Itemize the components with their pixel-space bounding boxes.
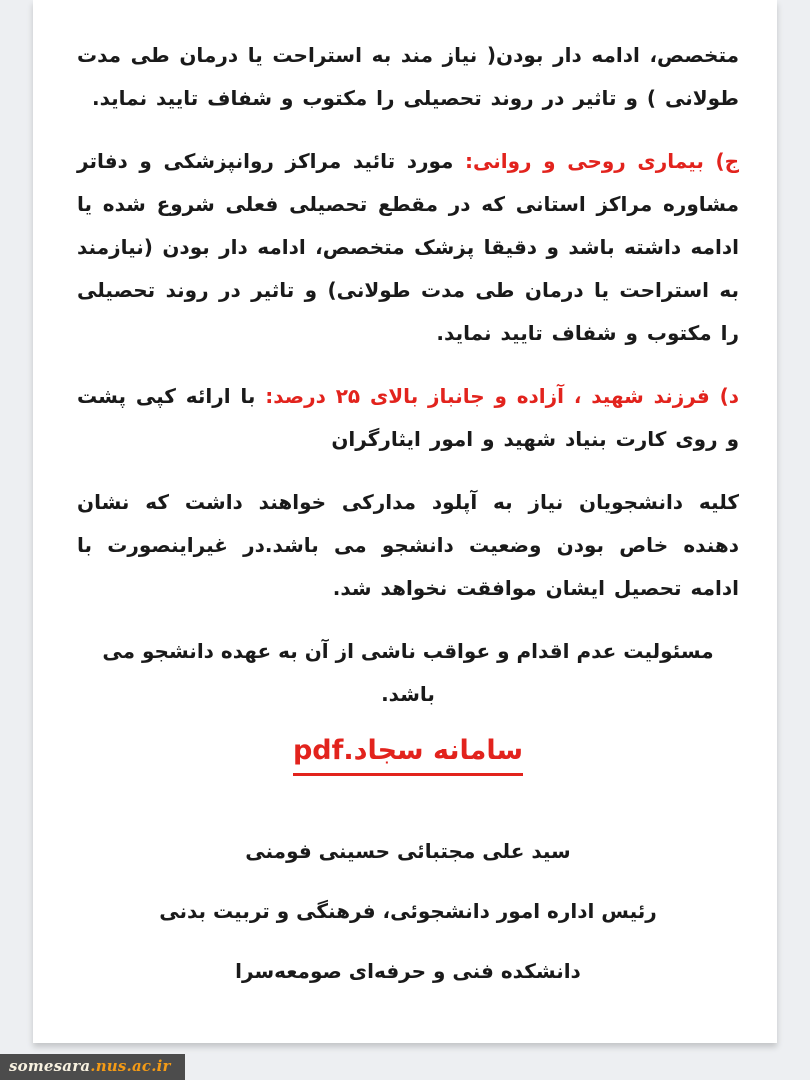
- note-responsibility: مسئولیت عدم اقدام و عواقب ناشی از آن به عهده دانشجو می باشد.: [102, 639, 714, 706]
- attachment-row: [77, 736, 739, 776]
- signature-block: [77, 830, 739, 993]
- site-watermark: [0, 1054, 185, 1080]
- paragraph-text: کلیه دانشجویان نیاز به آپلود مدارکی خواهند داشت که نشان دهنده خاص بودن وضعیت دانشجو می باشد.در غیراینصورت با ادامه تحصیل ایشان موافقت نخواهد شد.: [77, 490, 739, 600]
- paragraph-text: مورد تائید مراکز روانپزشکی و دفاتر مشاوره مراکز استانی که در مقطع تحصیلی فعلی شروع شده یا ادامه داشته باشد و دقیقا پزشک متخصص، ادامه دار بودن (نیازمند به استراحت یا درمان طی مدت طولانی) و تاثیر در روند تحصیلی را مکتوب و شفاف تایید نماید.: [77, 149, 739, 345]
- signature-organization: دانشکده فنی و حرفه‌ای صومعه‌سرا: [235, 959, 581, 983]
- paragraph-text: متخصص، ادامه دار بودن( نیاز مند به استراحت یا درمان طی مدت طولانی ) و تاثیر در روند تحصیلی را مکتوب و شفاف تایید نماید.: [77, 43, 739, 110]
- signature-name: سید علی مجتبائی حسینی فومنی: [245, 839, 571, 863]
- paragraph-text: با ارائه کپی پشت و روی کارت بنیاد شهید و امور ایثارگران: [77, 384, 739, 451]
- paragraph-clause-d: [77, 375, 739, 461]
- sajad-attachment-link[interactable]: سامانه سجاد.pdf: [293, 736, 523, 776]
- clause-j-lead: ج) بیماری روحی و روانی:: [465, 149, 739, 173]
- document-content: [33, 0, 777, 993]
- signature-title: رئیس اداره امور دانشجوئی، فرهنگی و تربیت بدنی: [159, 899, 657, 923]
- paragraph-upload-requirement: [77, 481, 739, 610]
- document-page: [33, 0, 777, 1043]
- watermark-site-name: somesara: [9, 1057, 91, 1075]
- clause-d-lead: د) فرزند شهید ، آزاده و جانباز بالای ۲۵ درصد:: [265, 384, 739, 408]
- paragraph-clause-j: [77, 140, 739, 355]
- watermark-site-domain: .nus.ac.ir: [90, 1057, 171, 1075]
- paragraph-continuation: [77, 34, 739, 120]
